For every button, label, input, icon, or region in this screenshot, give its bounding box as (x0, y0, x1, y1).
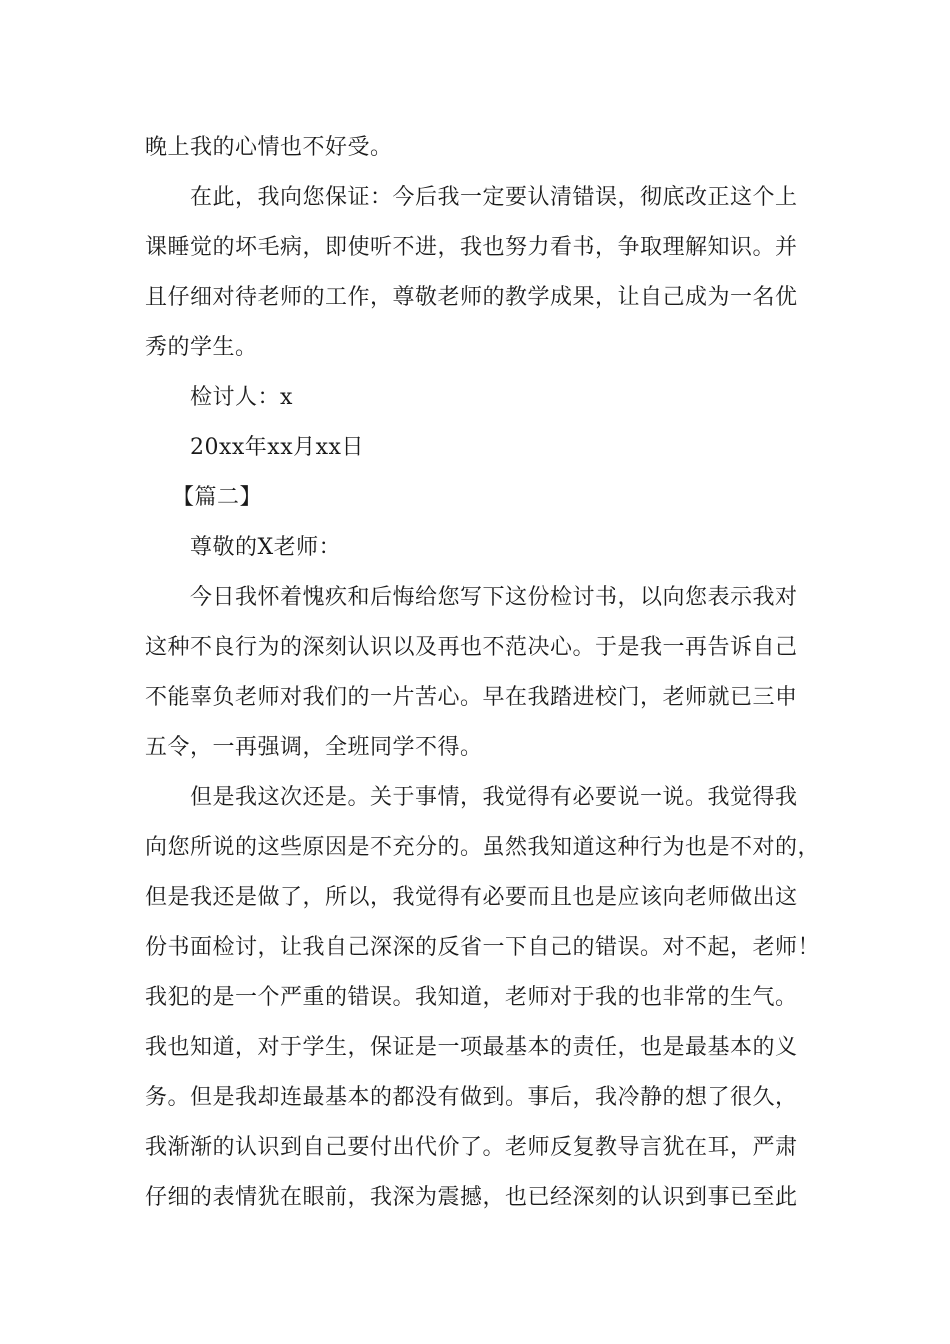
paragraph-line: 不能辜负老师对我们的一片苦心。早在我踏进校门，老师就已三申 (145, 685, 798, 710)
paragraph-line: 这种不良行为的深刻认识以及再也不范决心。于是我一再告诉自己 (145, 635, 798, 660)
paragraph-line: 且仔细对待老师的工作，尊敬老师的教学成果，让自己成为一名优 (145, 285, 798, 310)
paragraph-line: 今日我怀着愧疚和后悔给您写下这份检讨书，以向您表示我对 (190, 585, 798, 610)
paragraph-line: 秀的学生。 (145, 335, 258, 360)
date-line: 20xx年xx月xx日 (190, 435, 364, 460)
paragraph-line: 晚上我的心情也不好受。 (145, 135, 393, 160)
paragraph-line: 课睡觉的坏毛病，即使听不进，我也努力看书，争取理解知识。并 (145, 235, 798, 260)
paragraph-line: 我犯的是一个严重的错误。我知道，老师对于我的也非常的生气。 (145, 985, 798, 1010)
paragraph-line: 向您所说的这些原因是不充分的。虽然我知道这种行为也是不对的， (145, 835, 821, 860)
paragraph-line: 五令，一再强调，全班同学不得。 (145, 735, 483, 760)
section-heading: 【篇二】 (172, 485, 263, 510)
paragraph-line: 但是我还是做了，所以，我觉得有必要而且也是应该向老师做出这 (145, 885, 798, 910)
paragraph-line: 我渐渐的认识到自己要付出代价了。老师反复教导言犹在耳，严肃 (145, 1135, 798, 1160)
paragraph-line: 务。但是我却连最基本的都没有做到。事后，我冷静的想了很久， (145, 1085, 798, 1110)
paragraph-line: 仔细的表情犹在眼前，我深为震撼，也已经深刻的认识到事已至此 (145, 1185, 798, 1210)
signer-line: 检讨人：x (190, 385, 293, 410)
paragraph-line: 份书面检讨，让我自己深深的反省一下自己的错误。对不起，老师！ (145, 935, 821, 960)
paragraph-line: 我也知道，对于学生，保证是一项最基本的责任，也是最基本的义 (145, 1035, 798, 1060)
salutation-line: 尊敬的X老师： (190, 535, 342, 560)
paragraph-line: 在此，我向您保证：今后我一定要认清错误，彻底改正这个上 (190, 185, 798, 210)
paragraph-line: 但是我这次还是。关于事情，我觉得有必要说一说。我觉得我 (190, 785, 798, 810)
